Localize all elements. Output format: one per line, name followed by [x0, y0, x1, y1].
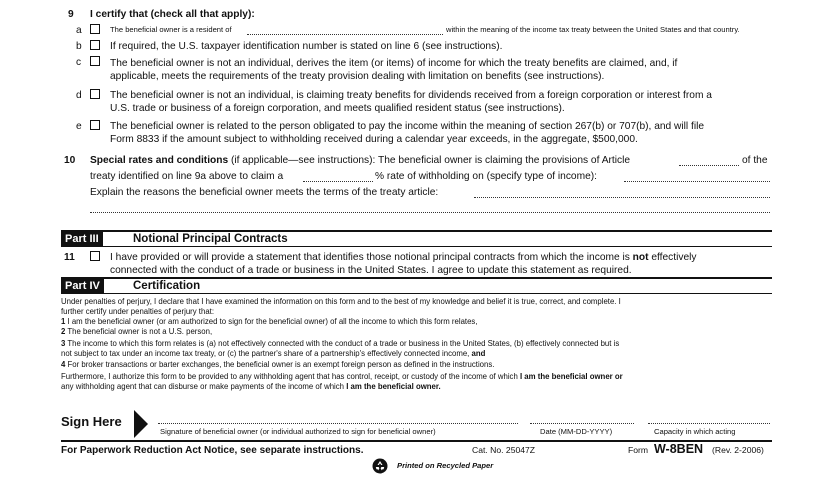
capacity-field[interactable]	[648, 423, 770, 424]
footer-rev: (Rev. 2-2006)	[712, 445, 764, 455]
item11-line1	[110, 251, 696, 264]
item9d-line2: U.S. trade or business of a foreign corporation, and meets qualified resident status (see instructions).	[110, 103, 565, 114]
footer-form-name: W-8BEN	[654, 442, 704, 456]
item11-line1a: I have provided or will provide a statement that identifies those notional principal contracts from which the income is	[110, 252, 630, 263]
item10-line2b: % rate of withholding on (specify type of income):	[375, 171, 597, 182]
item9a-text1: The beneficial owner is a resident of	[110, 25, 232, 34]
part3-title: Notional Principal Contracts	[133, 233, 288, 245]
item9c-line1: The beneficial owner is not an individual, derives the item (or items) of income for which the treaty benefits are claimed, and, if	[110, 58, 678, 69]
item10-line2a: treaty identified on line 9a above to claim a	[90, 171, 284, 182]
cert-item-4-num: 4	[61, 360, 66, 369]
cert-further-2	[61, 382, 441, 392]
footer-notice: For Paperwork Reduction Act Notice, see separate instructions.	[61, 445, 364, 456]
part3-bottom-rule	[61, 246, 772, 247]
cert-item-4	[61, 360, 494, 370]
item9e-line1: The beneficial owner is related to the person obligated to pay the income within the meaning of section 267(b) or 707(b), and will file	[110, 121, 705, 132]
part3-label: Part III	[61, 232, 103, 246]
signature-caption: Signature of beneficial owner (or individual authorized to sign for beneficial owner)	[160, 427, 436, 436]
article-number-field[interactable]	[679, 165, 739, 166]
cert-line-2: further certify under penalties of perjury that:	[61, 307, 214, 316]
item10-heading: Special rates and conditions	[90, 155, 229, 166]
item10-of-the: of the	[742, 155, 768, 166]
item9b-letter: b	[76, 41, 82, 52]
item9e-letter: e	[76, 121, 82, 132]
cert-item-1-text: I am the beneficial owner (or am authorized to sign for the beneficial owner) of all the income to which this form relates,	[67, 317, 478, 326]
sign-arrow-icon	[134, 410, 148, 438]
item9d-line1: The beneficial owner is not an individual, is claiming treaty benefits for dividends received from a foreign corporation or interest from a	[110, 90, 712, 101]
footer-form-word: Form	[628, 445, 649, 455]
item11-line2: connected with the conduct of a trade or business in the United States. I agree to update this statement as required.	[110, 265, 632, 276]
cert-item-2	[61, 327, 212, 337]
item11-line1c: effectively	[651, 252, 697, 263]
cert-item-4-text: For broker transactions or barter exchanges, the beneficial owner is an exempt foreign person as defined in the instructions.	[67, 360, 495, 369]
item9c-letter: c	[76, 57, 82, 68]
item11-number: 11	[64, 252, 75, 263]
part4-label: Part IV	[61, 279, 104, 293]
cert-item-3-text: The income to which this form relates is (a) not effectively connected with the conduct of a trade or business in the United States, (b) effectively connected but is	[67, 339, 620, 348]
capacity-caption: Capacity in which acting	[654, 427, 736, 436]
cert-item-2-num: 2	[61, 327, 66, 336]
date-field[interactable]	[530, 423, 634, 424]
treaty-reasons-field-2[interactable]	[90, 212, 770, 213]
item9a-checkbox[interactable]	[90, 24, 100, 34]
item9-heading: I certify that (check all that apply):	[90, 9, 255, 20]
withholding-rate-field[interactable]	[303, 181, 373, 182]
item9e-line2: Form 8833 if the amount subject to withholding received during a calendar year exceeds, in the aggregate, $500,000.	[110, 134, 638, 145]
item11-not: not	[632, 252, 649, 263]
cert-further-1b: I am the beneficial owner or	[519, 372, 623, 381]
part4-title: Certification	[133, 280, 201, 292]
item9d-checkbox[interactable]	[90, 89, 100, 99]
item10-line3: Explain the reasons the beneficial owner meets the terms of the treaty article:	[90, 187, 439, 198]
cert-item-3-cont	[61, 349, 485, 359]
item9b-checkbox[interactable]	[90, 40, 100, 50]
cert-item-3-and: and	[471, 349, 486, 358]
signature-field[interactable]	[158, 423, 518, 424]
cert-further-1	[61, 372, 623, 382]
cert-item-2-text: The beneficial owner is not a U.S. person,	[67, 327, 213, 336]
cert-further-1a: Furthermore, I authorize this form to be provided to any withholding agent that has control, receipt, or custody of the income of which	[61, 372, 518, 381]
recycled-paper-note: Printed on Recycled Paper	[397, 461, 494, 470]
treaty-reasons-field-1[interactable]	[474, 197, 770, 198]
item9c-checkbox[interactable]	[90, 56, 100, 66]
item11-checkbox[interactable]	[90, 251, 100, 261]
item9c-line2: applicable, meets the requirements of the treaty provision dealing with limitation on benefits (see instructions).	[110, 71, 605, 82]
cert-further-2a: any withholding agent that can disburse or make payments of the income of which	[61, 382, 345, 391]
item10-number: 10	[64, 155, 76, 166]
item9a-country-field[interactable]	[247, 34, 443, 35]
cert-item-3	[61, 339, 619, 349]
item10-line1	[90, 154, 630, 167]
recycle-icon	[372, 458, 388, 474]
cert-item-3-cont-text: not subject to tax under an income tax treaty, or (c) the partner's share of a partnership's effectively connected income,	[61, 349, 470, 358]
item9b-text: If required, the U.S. taxpayer identification number is stated on line 6 (see instructions).	[110, 41, 503, 52]
item9a-letter: a	[76, 25, 82, 36]
cert-line-1: Under penalties of perjury, I declare that I have examined the information on this form and to the best of my knowledge and belief it is true, correct, and complete. I	[61, 297, 621, 306]
sign-here-label: Sign Here	[61, 414, 122, 429]
cert-item-1	[61, 317, 477, 327]
item9a-text2: within the meaning of the income tax treaty between the United States and that country.	[446, 25, 740, 34]
cert-further-2b: I am the beneficial owner.	[346, 382, 441, 391]
item9d-letter: d	[76, 90, 82, 101]
income-type-field[interactable]	[624, 181, 770, 182]
item9-number: 9	[68, 9, 74, 20]
cert-item-3-num: 3	[61, 339, 66, 348]
footer-cat-no: Cat. No. 25047Z	[472, 445, 536, 455]
cert-item-1-num: 1	[61, 317, 66, 326]
item9e-checkbox[interactable]	[90, 120, 100, 130]
part4-bottom-rule	[61, 293, 772, 294]
date-caption: Date (MM-DD-YYYY)	[540, 427, 613, 436]
item10-line1-text: (if applicable—see instructions): The beneficial owner is claiming the provisions of Article	[230, 155, 630, 166]
